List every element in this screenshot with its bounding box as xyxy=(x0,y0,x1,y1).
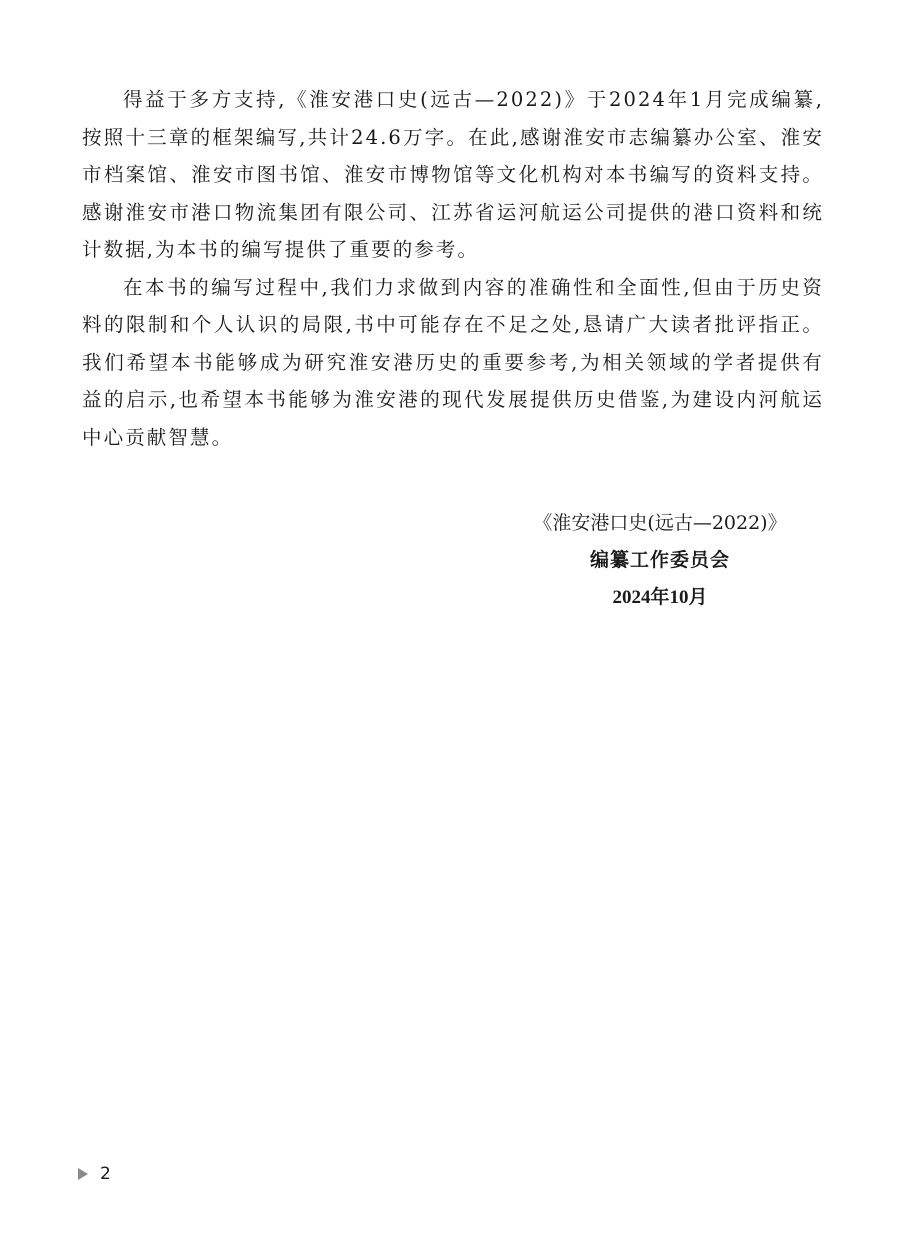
paragraph-acknowledgements: 得益于多方支持,《淮安港口史(远古—2022)》于2024年1月完成编纂,按照十三章的框架编写,共计24.6万字。在此,感谢淮安市志编纂办公室、淮安市档案馆、淮安市图书馆、淮安市博物馆等文化机构对本书编写的资料支持。感谢淮安市港口物流集团有限公司、江苏省运河航运公司提供的港口资料和统计数据,为本书的编写提供了重要的参考。 xyxy=(82,88,824,261)
page-number: 2 xyxy=(100,1164,111,1184)
signature-book-title: 《淮安港口史(远古—2022)》 xyxy=(533,512,787,534)
signature-block xyxy=(500,505,820,616)
paragraph-closing: 在本书的编写过程中,我们力求做到内容的准确性和全面性,但由于历史资料的限制和个人认识的局限,书中可能存在不足之处,恳请广大读者批评指正。我们希望本书能够成为研究淮安港历史的重要参考,为相关领域的学者提供有益的启示,也希望本书能够为淮安港的现代发展提供历史借鉴,为建设内河航运中心贡献智慧。 xyxy=(82,275,824,449)
signature-date: 2024年10月 xyxy=(612,587,708,608)
afterword-body xyxy=(82,81,824,456)
triangle-right-icon xyxy=(78,1168,88,1180)
page-footer xyxy=(78,1163,111,1185)
signature-committee: 编纂工作委员会 xyxy=(589,549,730,571)
